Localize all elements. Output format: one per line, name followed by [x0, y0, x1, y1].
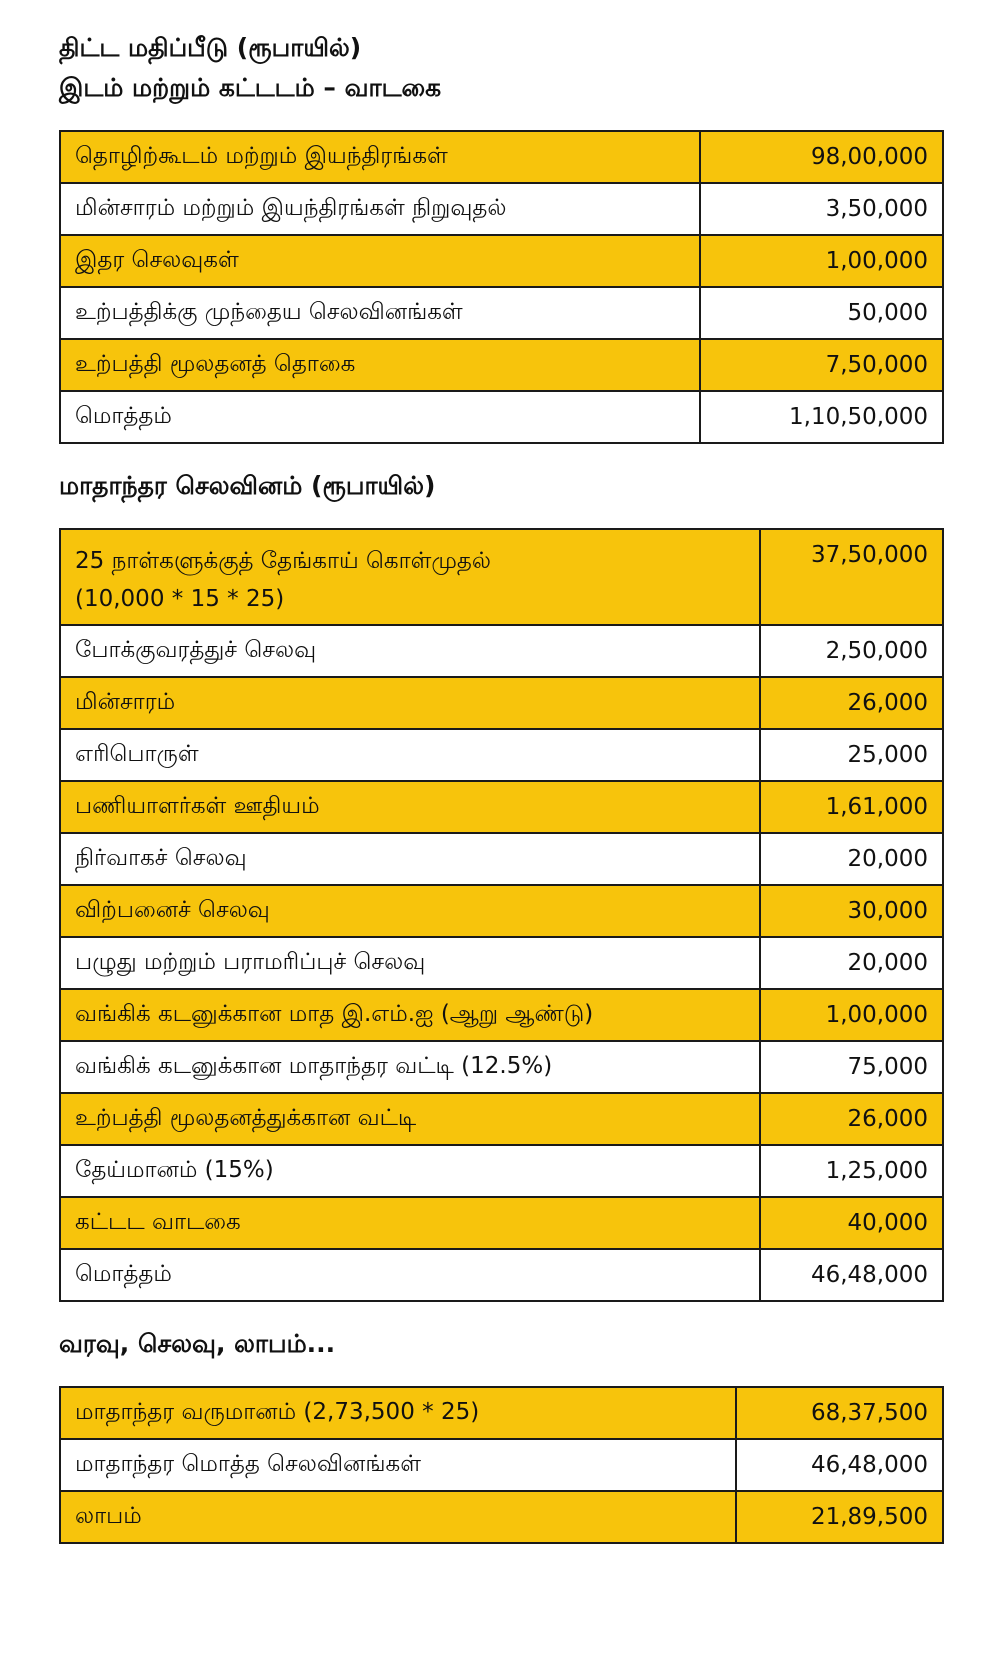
table-row: [60, 339, 943, 391]
row-amount: 26,000: [760, 1093, 943, 1145]
row-amount: 50,000: [700, 287, 943, 339]
row-label: தொழிற்கூடம் மற்றும் இயந்திரங்கள்: [60, 131, 700, 183]
table-row: [60, 833, 943, 885]
row-amount: 2,50,000: [760, 625, 943, 677]
total-row: [60, 391, 943, 443]
table-row: [60, 677, 943, 729]
table-row: [60, 131, 943, 183]
row-amount: 1,00,000: [760, 989, 943, 1041]
row-amount: 30,000: [760, 885, 943, 937]
row-label: பழுது மற்றும் பராமரிப்புச் செலவு: [60, 937, 760, 989]
row-label: லாபம்: [60, 1491, 736, 1543]
table-row: [60, 1197, 943, 1249]
row-label: வங்கிக் கடனுக்கான மாத இ.எம்.ஐ (ஆறு ஆண்டு): [60, 989, 760, 1041]
table-row: [60, 529, 943, 625]
project-estimate-table: [59, 130, 944, 444]
table-row: [60, 781, 943, 833]
row-amount: 7,50,000: [700, 339, 943, 391]
table-row: [60, 183, 943, 235]
row-label: எரிபொருள்: [60, 729, 760, 781]
profit-row: [60, 1491, 943, 1543]
total-row: [60, 1249, 943, 1301]
project-estimate-subtitle: இடம் மற்றும் கட்டடம் – வாடகை: [59, 73, 442, 102]
row-amount: 68,37,500: [736, 1387, 943, 1439]
monthly-expense-title: மாதாந்தர செலவினம் (ரூபாயில்): [59, 471, 436, 500]
row-label: மாதாந்தர மொத்த செலவினங்கள்: [60, 1439, 736, 1491]
table-row: [60, 287, 943, 339]
table-row: [60, 1041, 943, 1093]
table-row: [60, 937, 943, 989]
row-amount: 37,50,000: [760, 529, 943, 625]
row-amount: 21,89,500: [736, 1491, 943, 1543]
row-label: விற்பனைச் செலவு: [60, 885, 760, 937]
row-label: மொத்தம்: [60, 1249, 760, 1301]
row-amount: 25,000: [760, 729, 943, 781]
row-label-line2: (10,000 * 15 * 25): [75, 586, 285, 612]
row-amount: 1,10,50,000: [700, 391, 943, 443]
income-summary-title: வரவு, செலவு, லாபம்...: [59, 1329, 336, 1358]
table-row: [60, 235, 943, 287]
income-summary-table: [59, 1386, 944, 1544]
row-label: பணியாளர்கள் ஊதியம்: [60, 781, 760, 833]
row-label: போக்குவரத்துச் செலவு: [60, 625, 760, 677]
row-label: [60, 529, 760, 625]
row-amount: 20,000: [760, 833, 943, 885]
row-amount: 98,00,000: [700, 131, 943, 183]
project-estimate-heading: [59, 28, 942, 108]
row-label: தேய்மானம் (15%): [60, 1145, 760, 1197]
table-row: [60, 1387, 943, 1439]
row-label: மாதாந்தர வருமானம் (2,73,500 * 25): [60, 1387, 736, 1439]
table-row: [60, 885, 943, 937]
row-label: நிர்வாகச் செலவு: [60, 833, 760, 885]
row-amount: 46,48,000: [760, 1249, 943, 1301]
table-row: [60, 729, 943, 781]
row-label: இதர செலவுகள்: [60, 235, 700, 287]
row-label: கட்டட வாடகை: [60, 1197, 760, 1249]
row-label: வங்கிக் கடனுக்கான மாதாந்தர வட்டி (12.5%): [60, 1041, 760, 1093]
table-row: [60, 1439, 943, 1491]
row-label: உற்பத்தி மூலதனத்துக்கான வட்டி: [60, 1093, 760, 1145]
row-amount: 3,50,000: [700, 183, 943, 235]
monthly-expense-table: [59, 528, 944, 1302]
table-row: [60, 625, 943, 677]
document-page: [59, 28, 942, 1544]
table-row: [60, 1093, 943, 1145]
row-amount: 46,48,000: [736, 1439, 943, 1491]
row-amount: 40,000: [760, 1197, 943, 1249]
row-amount: 1,61,000: [760, 781, 943, 833]
row-label-line1: 25 நாள்களுக்குத் தேங்காய் கொள்முதல்: [75, 548, 492, 574]
row-label: உற்பத்திக்கு முந்தைய செலவினங்கள்: [60, 287, 700, 339]
project-estimate-title: திட்ட மதிப்பீடு (ரூபாயில்): [59, 33, 362, 62]
row-label: மின்சாரம்: [60, 677, 760, 729]
row-amount: 1,25,000: [760, 1145, 943, 1197]
row-label: மொத்தம்: [60, 391, 700, 443]
table-row: [60, 1145, 943, 1197]
row-amount: 20,000: [760, 937, 943, 989]
row-label: உற்பத்தி மூலதனத் தொகை: [60, 339, 700, 391]
row-amount: 1,00,000: [700, 235, 943, 287]
table-row: [60, 989, 943, 1041]
row-label: மின்சாரம் மற்றும் இயந்திரங்கள் நிறுவுதல்: [60, 183, 700, 235]
row-amount: 75,000: [760, 1041, 943, 1093]
row-amount: 26,000: [760, 677, 943, 729]
